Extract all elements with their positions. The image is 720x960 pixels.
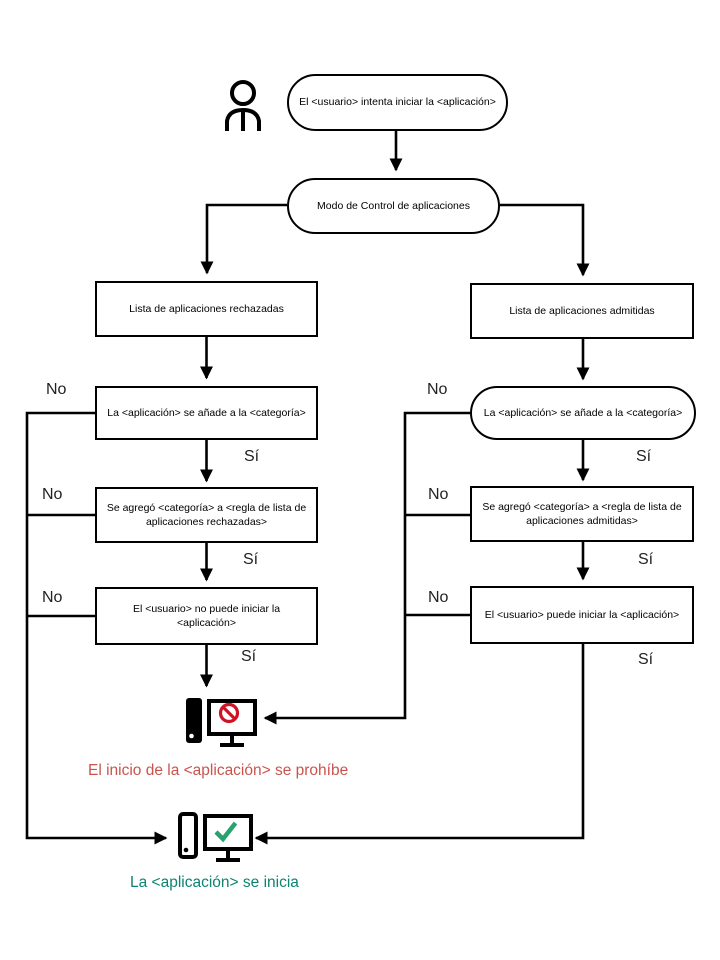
node-allowed-rule: Se agregó <categoría> a <regla de lista de aplicaciones admitidas> <box>470 486 694 542</box>
pc-tower-icon <box>186 698 202 743</box>
monitor-icon <box>205 816 251 849</box>
yes-label: Sí <box>244 448 260 465</box>
node-denylist: Lista de aplicaciones rechazadas <box>95 281 318 337</box>
no-label: No <box>428 486 449 503</box>
node-denied-outcome: El <usuario> no puede iniciar la <aplicación> <box>95 587 318 645</box>
yes-label: Sí <box>638 651 654 668</box>
flow-connectors <box>27 131 583 838</box>
node-denied-category: La <aplicación> se añade a la <categoría> <box>95 386 318 440</box>
node-denied-rule: Se agregó <categoría> a <regla de lista de aplicaciones rechazadas> <box>95 487 318 543</box>
blocked-result-text: El inicio de la <aplicación> se prohíbe <box>88 762 349 779</box>
monitor-stand <box>216 851 240 860</box>
yes-label: Sí <box>243 551 259 568</box>
node-allowed-outcome: El <usuario> puede iniciar la <aplicación> <box>470 586 694 644</box>
node-allowlist: Lista de aplicaciones admitidas <box>470 283 694 339</box>
pc-tower-dot <box>184 848 189 853</box>
pc-tower-icon <box>180 814 196 857</box>
prohibition-icon <box>221 705 238 722</box>
no-label: No <box>428 589 449 606</box>
blocked-computer-icon <box>186 698 255 745</box>
no-label: No <box>42 589 63 606</box>
monitor-stand <box>220 736 244 745</box>
pc-tower-dot <box>189 734 194 739</box>
yes-label: Sí <box>241 648 257 665</box>
yes-label: Sí <box>636 448 652 465</box>
monitor-icon <box>209 701 255 734</box>
no-label: No <box>427 381 448 398</box>
no-label: No <box>46 381 67 398</box>
no-label: No <box>42 486 63 503</box>
check-icon <box>216 823 236 839</box>
started-computer-icon <box>180 814 251 860</box>
user-icon <box>227 82 259 131</box>
started-result-text: La <aplicación> se inicia <box>130 874 299 891</box>
node-allowed-category: La <aplicación> se añade a la <categoría> <box>470 386 696 440</box>
yes-label: Sí <box>638 551 654 568</box>
node-start: El <usuario> intenta iniciar la <aplicación> <box>287 74 508 131</box>
node-application-control-mode: Modo de Control de aplicaciones <box>287 178 500 234</box>
